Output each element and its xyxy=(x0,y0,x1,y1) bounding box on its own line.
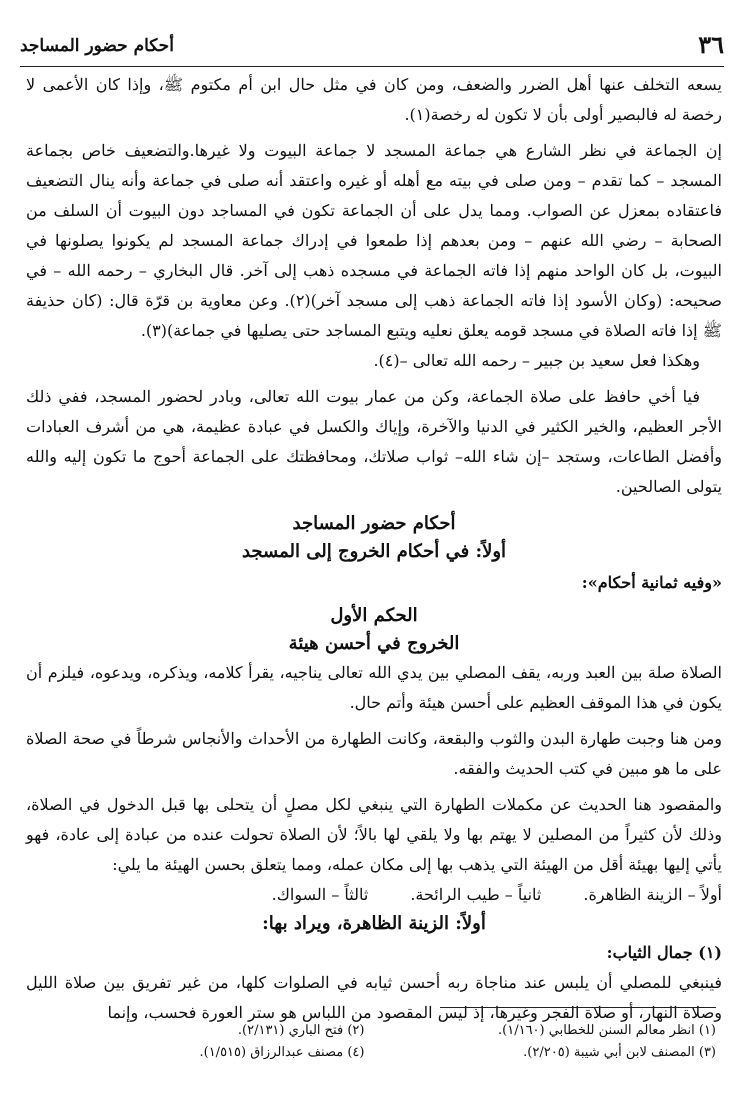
footnote: (٣) المصنف لابن أبي شيبة (٢/٢٠٥). xyxy=(523,1045,716,1060)
list-item: ثالثاً – السواك. xyxy=(271,885,369,904)
paragraph: الصلاة صلة بين العبد وربه، يقف المصلي بين يدي الله تعالى يناجيه، يقرأ كلامه، ويذكره، ويدعوه، فيلزم أن يكون في هذا الموقف العظيم على أحسن هيئة وأتم حال. xyxy=(26,663,722,712)
paragraph: إن الجماعة في نظر الشارع هي جماعة المسجد لا جماعة البيوت ولا غيرها.والتضعيف خاص بجماعة المسجد – كما تقدم – ومن صلى في بيته مع أهله أو غيره واعتقد أنه صلى في جماعة وأنه ينال التضعيف فاعتقاده بمعزل عن الصواب. ومما يدل على أن الجماعة تكون في المساجد دون البيوت أن السلف من الصحابة – رضي الله عنهم – ومن بعدهم إذا طمعوا في إدراك جماعة المسجد لم يكونوا يصلونها في البيوت، بل كان الواحد منهم إذا فاته الجماعة في مسجده ذهب إلى آخر. قال البخاري – رحمه الله – في صحيحه: (وكان الأسود إذا فاته الجماعة ذهب إلى مسجد آخر)(٢). وعن معاوية بن قرّة قال: (كان حذيفة ﷺ إذا فاته الصلاة في مسجد قومه يعلق نعليه ويتبع المساجد حتى يصليها في جماعة)(٣). xyxy=(26,141,723,340)
section-intro: «وفيه ثمانية أحكام»: xyxy=(581,573,722,592)
page-number: ٣٦ xyxy=(698,30,724,59)
paragraph: والمقصود هنا الحديث عن مكملات الطهارة التي ينبغي لكل مصلٍ أن يتحلى بها قبل الدخول في الصلاة، وذلك لأن كثيراً من المصلين لا يهتم بها ولا يلقي لها بالاً؛ لأن الصلاة تحولت عنده من عبادة إلى عادة، فهو يأتي إليها بهيئة أقل من الهيئة التي يذهب بها إلى مكان عمله، ومما يتعلق بحسن الهيئة ما يلي: xyxy=(26,795,722,874)
running-title: أحكام حضور المساجد xyxy=(20,36,174,56)
paragraph: فينبغي للمصلي أن يلبس عند مناجاة ربه أحسن ثيابه في الصلوات كلها، من غير تفريق بين صلاة الليل وصلاة النهار، أو صلاة الفجر وغيرها، إذ ليس المقصود من اللباس هو ستر العورة فحسب، وإنما xyxy=(26,973,722,1022)
footnote: (٢) فتح الباري (٢/١٣١). xyxy=(237,1023,365,1038)
footnote: (١) انظر معالم السنن للخطابي (١/١٦٠). xyxy=(498,1023,716,1038)
section-title: أحكام حضور المساجد xyxy=(292,513,456,534)
page-body xyxy=(26,70,722,1028)
paragraph: فيا أخي حافظ على صلاة الجماعة، وكن من عمار بيوت الله تعالى، وبادر لحضور المسجد، ففي ذلك الأجر العظيم، والخير الكثير في الدنيا والآخرة، وإياك والكسل في عبادة عظيمة، هي من أشرف العبادات وأفضل الطاعات، وستجد –إن شاء الله– ثواب صلاتك، ومحافظتك على الجماعة أحوج ما تكون إليه والله يتولى الصالحين. xyxy=(26,387,722,496)
list-item: ثانياً – طيب الرائحة. xyxy=(410,885,542,904)
paragraph: ومن هنا وجبت طهارة البدن والثوب والبقعة، وكانت الطهارة من الأحداث والأنجاس شرطاً في صحة الصلاة على ما هو مبين في كتب الحديث والفقه. xyxy=(26,729,722,778)
hygiene-list xyxy=(26,880,722,910)
item-heading: (١) جمال الثياب: xyxy=(606,943,722,962)
footnote-separator xyxy=(440,1007,716,1008)
subheading: أولاً: الزينة الظاهرة، ويراد بها: xyxy=(262,913,486,934)
section-subtitle: أولاً: في أحكام الخروج إلى المسجد xyxy=(241,541,507,562)
page-header xyxy=(20,28,724,67)
footnote: (٤) مصنف عبدالرزاق (١/٥١٥). xyxy=(199,1045,365,1060)
list-item: أولاً – الزينة الظاهرة. xyxy=(583,885,722,904)
paragraph: وهكذا فعل سعيد بن جبير – رحمه الله تعالى –(٤). xyxy=(373,351,700,370)
footnotes xyxy=(40,1020,716,1064)
paragraph: يسعه التخلف عنها أهل الضرر والضعف، ومن كان في مثل حال ابن أم مكتوم ﷺ، وإذا كان الأعمى لا رخصة له فالبصير أولى بأن لا تكون له رخصة(١). xyxy=(26,75,722,124)
ruling-subtitle: الخروج في أحسن هيئة xyxy=(288,633,460,654)
ruling-title: الحكم الأول xyxy=(330,605,418,626)
